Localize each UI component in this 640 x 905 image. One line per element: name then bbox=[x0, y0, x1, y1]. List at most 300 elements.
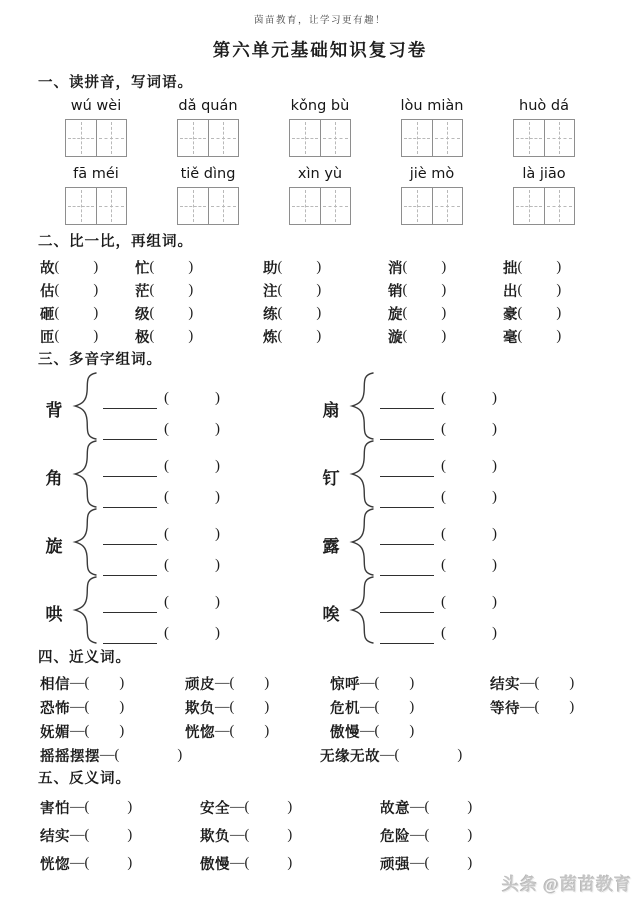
pinyin-label: wú wèi bbox=[70, 98, 122, 114]
close-paren: ) bbox=[215, 457, 220, 474]
brace-icon bbox=[349, 575, 375, 650]
writing-cell[interactable] bbox=[402, 120, 432, 156]
word-pair-item bbox=[40, 853, 200, 874]
open-paren: ( bbox=[441, 624, 446, 641]
section1-heading: 一、读拼音，写词语。 bbox=[38, 75, 193, 91]
writing-cell[interactable] bbox=[178, 188, 208, 224]
prompt-word: 顽皮 bbox=[185, 676, 215, 693]
word-pair-item bbox=[40, 745, 320, 766]
pinyin-blank-line[interactable] bbox=[380, 530, 434, 545]
pinyin-label: là jiāo bbox=[522, 166, 566, 182]
section2-heading: 二、比一比，再组词。 bbox=[38, 234, 193, 250]
writing-cell[interactable] bbox=[290, 120, 320, 156]
word-pair-row bbox=[40, 821, 640, 849]
writing-cell[interactable] bbox=[402, 188, 432, 224]
compare-word-cell bbox=[503, 257, 623, 278]
prompt-word: 恍惚 bbox=[40, 856, 70, 873]
pinyin-label: dǎ quán bbox=[178, 98, 238, 114]
word-pair-item bbox=[200, 797, 380, 818]
close-paren: ) bbox=[409, 674, 415, 691]
word-pair-item bbox=[40, 697, 185, 718]
close-paren: ) bbox=[316, 328, 322, 344]
polyphone-character: 哄 bbox=[45, 605, 63, 624]
close-paren: ) bbox=[441, 282, 447, 298]
pinyin-blank-line[interactable] bbox=[380, 425, 434, 440]
brace-icon bbox=[349, 439, 375, 514]
polyphone-entries bbox=[380, 378, 497, 440]
pinyin-word-cell bbox=[264, 164, 376, 225]
base-character: 级 bbox=[135, 307, 150, 323]
open-paren: ( bbox=[441, 488, 446, 505]
compare-word-cell bbox=[503, 303, 623, 324]
section3-heading: 三、多音字组词。 bbox=[38, 352, 162, 368]
compare-word-cell bbox=[388, 257, 503, 278]
pinyin-word-cell bbox=[152, 164, 264, 225]
base-character: 注 bbox=[263, 284, 278, 300]
writing-cell[interactable] bbox=[290, 188, 320, 224]
close-paren: ) bbox=[467, 798, 473, 815]
brace-icon bbox=[72, 371, 98, 446]
open-paren: ( bbox=[54, 305, 60, 321]
open-paren: ( bbox=[517, 282, 523, 298]
close-paren: ) bbox=[127, 826, 133, 843]
polyphone-entry bbox=[103, 582, 220, 613]
compare-word-cell bbox=[263, 257, 388, 278]
close-paren: ) bbox=[127, 854, 133, 871]
dash-open-paren: —( bbox=[215, 722, 235, 739]
prompt-word: 安全 bbox=[200, 800, 230, 817]
polyphone-item bbox=[319, 443, 640, 510]
close-paren: ) bbox=[467, 854, 473, 871]
open-paren: ( bbox=[164, 556, 169, 573]
open-paren: ( bbox=[402, 328, 408, 344]
pinyin-blank-line[interactable] bbox=[103, 394, 157, 409]
word-pair-item bbox=[330, 697, 490, 718]
close-paren: ) bbox=[93, 305, 99, 321]
base-character: 炼 bbox=[263, 330, 278, 346]
open-paren: ( bbox=[517, 328, 523, 344]
polyphone-entry bbox=[380, 446, 497, 477]
compare-word-cell bbox=[388, 303, 503, 324]
polyphone-entry bbox=[380, 545, 497, 576]
base-character: 砸 bbox=[40, 307, 55, 323]
polyphone-item bbox=[42, 375, 319, 442]
pinyin-blank-line[interactable] bbox=[103, 598, 157, 613]
brace-icon bbox=[349, 371, 375, 446]
compare-word-cell bbox=[388, 280, 503, 301]
pinyin-blank-line[interactable] bbox=[103, 425, 157, 440]
polyphone-entry bbox=[103, 378, 220, 409]
close-paren: ) bbox=[492, 624, 497, 641]
compare-word-row bbox=[40, 256, 640, 279]
open-paren: ( bbox=[164, 488, 169, 505]
open-paren: ( bbox=[441, 593, 446, 610]
open-paren: ( bbox=[402, 259, 408, 275]
pinyin-word-cell bbox=[264, 96, 376, 157]
close-paren: ) bbox=[556, 305, 562, 321]
polyphone-grid bbox=[42, 375, 640, 646]
prompt-word: 故意 bbox=[380, 800, 410, 817]
pinyin-word-cell bbox=[152, 96, 264, 157]
word-pair-item bbox=[200, 853, 380, 874]
polyphone-character: 露 bbox=[322, 537, 340, 556]
prompt-word: 顽强 bbox=[380, 856, 410, 873]
pinyin-blank-line[interactable] bbox=[103, 629, 157, 644]
close-paren: ) bbox=[287, 798, 293, 815]
open-paren: ( bbox=[164, 420, 169, 437]
word-pair-item bbox=[330, 673, 490, 694]
dash-open-paren: —( bbox=[70, 798, 90, 815]
close-paren: ) bbox=[215, 624, 220, 641]
dash-open-paren: —( bbox=[410, 798, 430, 815]
base-character: 销 bbox=[388, 284, 403, 300]
base-character: 旋 bbox=[388, 307, 403, 323]
pinyin-row bbox=[40, 96, 640, 157]
compare-word-cell bbox=[263, 280, 388, 301]
polyphone-entry bbox=[380, 613, 497, 644]
writing-cell[interactable] bbox=[96, 188, 127, 224]
writing-cell[interactable] bbox=[96, 120, 127, 156]
close-paren: ) bbox=[492, 593, 497, 610]
open-paren: ( bbox=[164, 457, 169, 474]
writing-box[interactable] bbox=[289, 119, 351, 157]
polyphone-entries bbox=[103, 378, 220, 440]
close-paren: ) bbox=[441, 305, 447, 321]
close-paren: ) bbox=[264, 722, 270, 739]
pinyin-blank-line[interactable] bbox=[380, 462, 434, 477]
word-pair-row bbox=[40, 695, 640, 719]
writing-box[interactable] bbox=[401, 187, 463, 225]
close-paren: ) bbox=[215, 525, 220, 542]
synonym-grid bbox=[40, 671, 640, 767]
prompt-word: 结实 bbox=[40, 828, 70, 845]
compare-word-cell bbox=[503, 326, 623, 347]
dash-open-paren: —( bbox=[520, 698, 540, 715]
close-paren: ) bbox=[457, 746, 463, 763]
close-paren: ) bbox=[556, 282, 562, 298]
close-paren: ) bbox=[215, 593, 220, 610]
polyphone-item bbox=[42, 579, 319, 646]
writing-box[interactable] bbox=[65, 119, 127, 157]
base-character: 茫 bbox=[135, 284, 150, 300]
polyphone-character: 背 bbox=[45, 401, 63, 420]
toutiao-watermark: 头条 @茵苗教育 bbox=[501, 875, 632, 894]
close-paren: ) bbox=[127, 798, 133, 815]
compare-word-row bbox=[40, 325, 640, 348]
writing-cell[interactable] bbox=[66, 188, 96, 224]
dash-open-paren: —( bbox=[230, 854, 250, 871]
word-pair-item bbox=[490, 673, 640, 694]
open-paren: ( bbox=[441, 420, 446, 437]
section4-heading: 四、近义词。 bbox=[38, 650, 131, 666]
compare-word-cell bbox=[135, 303, 263, 324]
pinyin-blank-line[interactable] bbox=[380, 394, 434, 409]
publisher-header-note: 茵苗教育，让学习更有趣！ bbox=[253, 16, 386, 26]
polyphone-entry bbox=[103, 613, 220, 644]
base-character: 毫 bbox=[503, 330, 518, 346]
pinyin-blank-line[interactable] bbox=[103, 493, 157, 508]
dash-open-paren: —( bbox=[230, 798, 250, 815]
open-paren: ( bbox=[164, 593, 169, 610]
open-paren: ( bbox=[277, 305, 283, 321]
polyphone-entries bbox=[380, 446, 497, 508]
writing-cell[interactable] bbox=[320, 120, 351, 156]
close-paren: ) bbox=[287, 826, 293, 843]
prompt-word: 恐怖 bbox=[40, 700, 70, 717]
antonym-grid bbox=[40, 793, 640, 877]
prompt-word: 结实 bbox=[490, 676, 520, 693]
open-paren: ( bbox=[441, 556, 446, 573]
writing-cell[interactable] bbox=[432, 188, 463, 224]
pinyin-blank-line[interactable] bbox=[380, 629, 434, 644]
pinyin-blank-line[interactable] bbox=[380, 598, 434, 613]
base-character: 估 bbox=[40, 284, 55, 300]
compare-word-row bbox=[40, 279, 640, 302]
word-pair-item bbox=[330, 721, 490, 742]
open-paren: ( bbox=[441, 389, 446, 406]
dash-open-paren: —( bbox=[410, 854, 430, 871]
dash-open-paren: —( bbox=[215, 698, 235, 715]
dash-open-paren: —( bbox=[380, 746, 400, 763]
polyphone-character: 扇 bbox=[322, 401, 340, 420]
word-pair-item bbox=[380, 797, 540, 818]
close-paren: ) bbox=[188, 305, 194, 321]
word-pair-item bbox=[40, 673, 185, 694]
open-paren: ( bbox=[277, 259, 283, 275]
close-paren: ) bbox=[556, 328, 562, 344]
prompt-word: 惊呼 bbox=[330, 676, 360, 693]
close-paren: ) bbox=[188, 259, 194, 275]
close-paren: ) bbox=[569, 698, 575, 715]
close-paren: ) bbox=[93, 328, 99, 344]
dash-open-paren: —( bbox=[230, 826, 250, 843]
base-character: 匝 bbox=[40, 330, 55, 346]
pinyin-word-cell bbox=[40, 96, 152, 157]
close-paren: ) bbox=[188, 328, 194, 344]
open-paren: ( bbox=[164, 525, 169, 542]
compare-word-cell bbox=[40, 303, 135, 324]
dash-open-paren: —( bbox=[100, 746, 120, 763]
pinyin-row bbox=[40, 164, 640, 225]
polyphone-item bbox=[319, 375, 640, 442]
writing-box[interactable] bbox=[401, 119, 463, 157]
dash-open-paren: —( bbox=[520, 674, 540, 691]
word-pair-row bbox=[40, 743, 640, 767]
pinyin-label: jiè mò bbox=[409, 166, 455, 182]
close-paren: ) bbox=[569, 674, 575, 691]
pinyin-word-grid bbox=[40, 96, 640, 225]
polyphone-entry bbox=[103, 409, 220, 440]
close-paren: ) bbox=[409, 698, 415, 715]
prompt-word: 危机 bbox=[330, 700, 360, 717]
close-paren: ) bbox=[492, 556, 497, 573]
pinyin-blank-line[interactable] bbox=[103, 530, 157, 545]
writing-cell[interactable] bbox=[208, 120, 239, 156]
word-pair-item bbox=[320, 745, 600, 766]
polyphone-entries bbox=[103, 446, 220, 508]
close-paren: ) bbox=[93, 259, 99, 275]
writing-box[interactable] bbox=[513, 187, 575, 225]
base-character: 忙 bbox=[135, 261, 150, 277]
close-paren: ) bbox=[264, 674, 270, 691]
prompt-word: 欺负 bbox=[185, 700, 215, 717]
writing-box[interactable] bbox=[289, 187, 351, 225]
pinyin-blank-line[interactable] bbox=[380, 493, 434, 508]
compare-word-cell bbox=[40, 326, 135, 347]
open-paren: ( bbox=[277, 328, 283, 344]
base-character: 助 bbox=[263, 261, 278, 277]
close-paren: ) bbox=[119, 722, 125, 739]
prompt-word: 危险 bbox=[380, 828, 410, 845]
writing-box[interactable] bbox=[513, 119, 575, 157]
base-character: 豪 bbox=[503, 307, 518, 323]
compare-word-row bbox=[40, 302, 640, 325]
base-character: 消 bbox=[388, 261, 403, 277]
polyphone-entry bbox=[103, 545, 220, 576]
writing-box[interactable] bbox=[65, 187, 127, 225]
writing-cell[interactable] bbox=[544, 120, 575, 156]
brace-icon bbox=[72, 439, 98, 514]
brace-icon bbox=[349, 507, 375, 582]
close-paren: ) bbox=[215, 556, 220, 573]
prompt-word: 相信 bbox=[40, 676, 70, 693]
compare-word-cell bbox=[135, 257, 263, 278]
writing-cell[interactable] bbox=[544, 188, 575, 224]
compare-word-grid bbox=[40, 256, 640, 348]
close-paren: ) bbox=[441, 328, 447, 344]
open-paren: ( bbox=[517, 259, 523, 275]
word-pair-item bbox=[380, 825, 540, 846]
prompt-word: 摇摇摆摆 bbox=[40, 748, 100, 765]
word-pair-item bbox=[40, 825, 200, 846]
close-paren: ) bbox=[492, 525, 497, 542]
open-paren: ( bbox=[164, 389, 169, 406]
close-paren: ) bbox=[188, 282, 194, 298]
polyphone-entry bbox=[380, 378, 497, 409]
word-pair-item bbox=[185, 697, 330, 718]
base-character: 极 bbox=[135, 330, 150, 346]
dash-open-paren: —( bbox=[360, 674, 380, 691]
writing-box[interactable] bbox=[177, 187, 239, 225]
base-character: 故 bbox=[40, 261, 55, 277]
compare-word-cell bbox=[40, 257, 135, 278]
polyphone-item bbox=[319, 511, 640, 578]
pinyin-blank-line[interactable] bbox=[380, 561, 434, 576]
close-paren: ) bbox=[119, 698, 125, 715]
open-paren: ( bbox=[54, 282, 60, 298]
open-paren: ( bbox=[149, 305, 155, 321]
writing-cell[interactable] bbox=[208, 188, 239, 224]
open-paren: ( bbox=[149, 259, 155, 275]
base-character: 漩 bbox=[388, 330, 403, 346]
compare-word-cell bbox=[40, 280, 135, 301]
pinyin-blank-line[interactable] bbox=[103, 561, 157, 576]
writing-cell[interactable] bbox=[178, 120, 208, 156]
close-paren: ) bbox=[264, 698, 270, 715]
close-paren: ) bbox=[215, 420, 220, 437]
close-paren: ) bbox=[119, 674, 125, 691]
open-paren: ( bbox=[441, 525, 446, 542]
close-paren: ) bbox=[492, 389, 497, 406]
word-pair-item bbox=[200, 825, 380, 846]
close-paren: ) bbox=[441, 259, 447, 275]
dash-open-paren: —( bbox=[360, 722, 380, 739]
pinyin-blank-line[interactable] bbox=[103, 462, 157, 477]
prompt-word: 无缘无故 bbox=[320, 748, 380, 765]
polyphone-entry bbox=[380, 409, 497, 440]
pinyin-label: lòu miàn bbox=[400, 98, 464, 114]
page-title: 第六单元基础知识复习卷 bbox=[212, 40, 428, 60]
prompt-word: 欺负 bbox=[200, 828, 230, 845]
dash-open-paren: —( bbox=[70, 854, 90, 871]
polyphone-entry bbox=[380, 477, 497, 508]
polyphone-item bbox=[319, 579, 640, 646]
prompt-word: 傲慢 bbox=[330, 724, 360, 741]
word-pair-item bbox=[40, 721, 185, 742]
pinyin-word-cell bbox=[488, 164, 600, 225]
open-paren: ( bbox=[402, 282, 408, 298]
close-paren: ) bbox=[287, 854, 293, 871]
prompt-word: 妩媚 bbox=[40, 724, 70, 741]
writing-cell[interactable] bbox=[514, 120, 544, 156]
close-paren: ) bbox=[492, 420, 497, 437]
open-paren: ( bbox=[517, 305, 523, 321]
polyphone-character: 唉 bbox=[322, 605, 340, 624]
prompt-word: 傲慢 bbox=[200, 856, 230, 873]
pinyin-label: kǒng bù bbox=[290, 98, 350, 114]
base-character: 拙 bbox=[503, 261, 518, 277]
close-paren: ) bbox=[467, 826, 473, 843]
close-paren: ) bbox=[492, 457, 497, 474]
pinyin-word-cell bbox=[488, 96, 600, 157]
compare-word-cell bbox=[263, 303, 388, 324]
dash-open-paren: —( bbox=[215, 674, 235, 691]
prompt-word: 恍惚 bbox=[185, 724, 215, 741]
open-paren: ( bbox=[54, 328, 60, 344]
writing-box[interactable] bbox=[177, 119, 239, 157]
close-paren: ) bbox=[215, 488, 220, 505]
polyphone-entries bbox=[103, 514, 220, 576]
writing-cell[interactable] bbox=[432, 120, 463, 156]
polyphone-item bbox=[42, 443, 319, 510]
close-paren: ) bbox=[93, 282, 99, 298]
dash-open-paren: —( bbox=[70, 826, 90, 843]
polyphone-item bbox=[42, 511, 319, 578]
polyphone-entry bbox=[103, 514, 220, 545]
compare-word-cell bbox=[263, 326, 388, 347]
open-paren: ( bbox=[54, 259, 60, 275]
compare-word-cell bbox=[503, 280, 623, 301]
dash-open-paren: —( bbox=[70, 674, 90, 691]
writing-cell[interactable] bbox=[320, 188, 351, 224]
open-paren: ( bbox=[402, 305, 408, 321]
writing-cell[interactable] bbox=[514, 188, 544, 224]
polyphone-entry bbox=[380, 582, 497, 613]
base-character: 练 bbox=[263, 307, 278, 323]
pinyin-label: xìn yù bbox=[297, 166, 343, 182]
close-paren: ) bbox=[177, 746, 183, 763]
pinyin-word-cell bbox=[40, 164, 152, 225]
base-character: 出 bbox=[503, 284, 518, 300]
close-paren: ) bbox=[409, 722, 415, 739]
writing-cell[interactable] bbox=[66, 120, 96, 156]
polyphone-character: 旋 bbox=[45, 537, 63, 556]
word-pair-item bbox=[185, 721, 330, 742]
word-pair-row bbox=[40, 671, 640, 695]
close-paren: ) bbox=[316, 282, 322, 298]
close-paren: ) bbox=[492, 488, 497, 505]
polyphone-entries bbox=[103, 582, 220, 644]
